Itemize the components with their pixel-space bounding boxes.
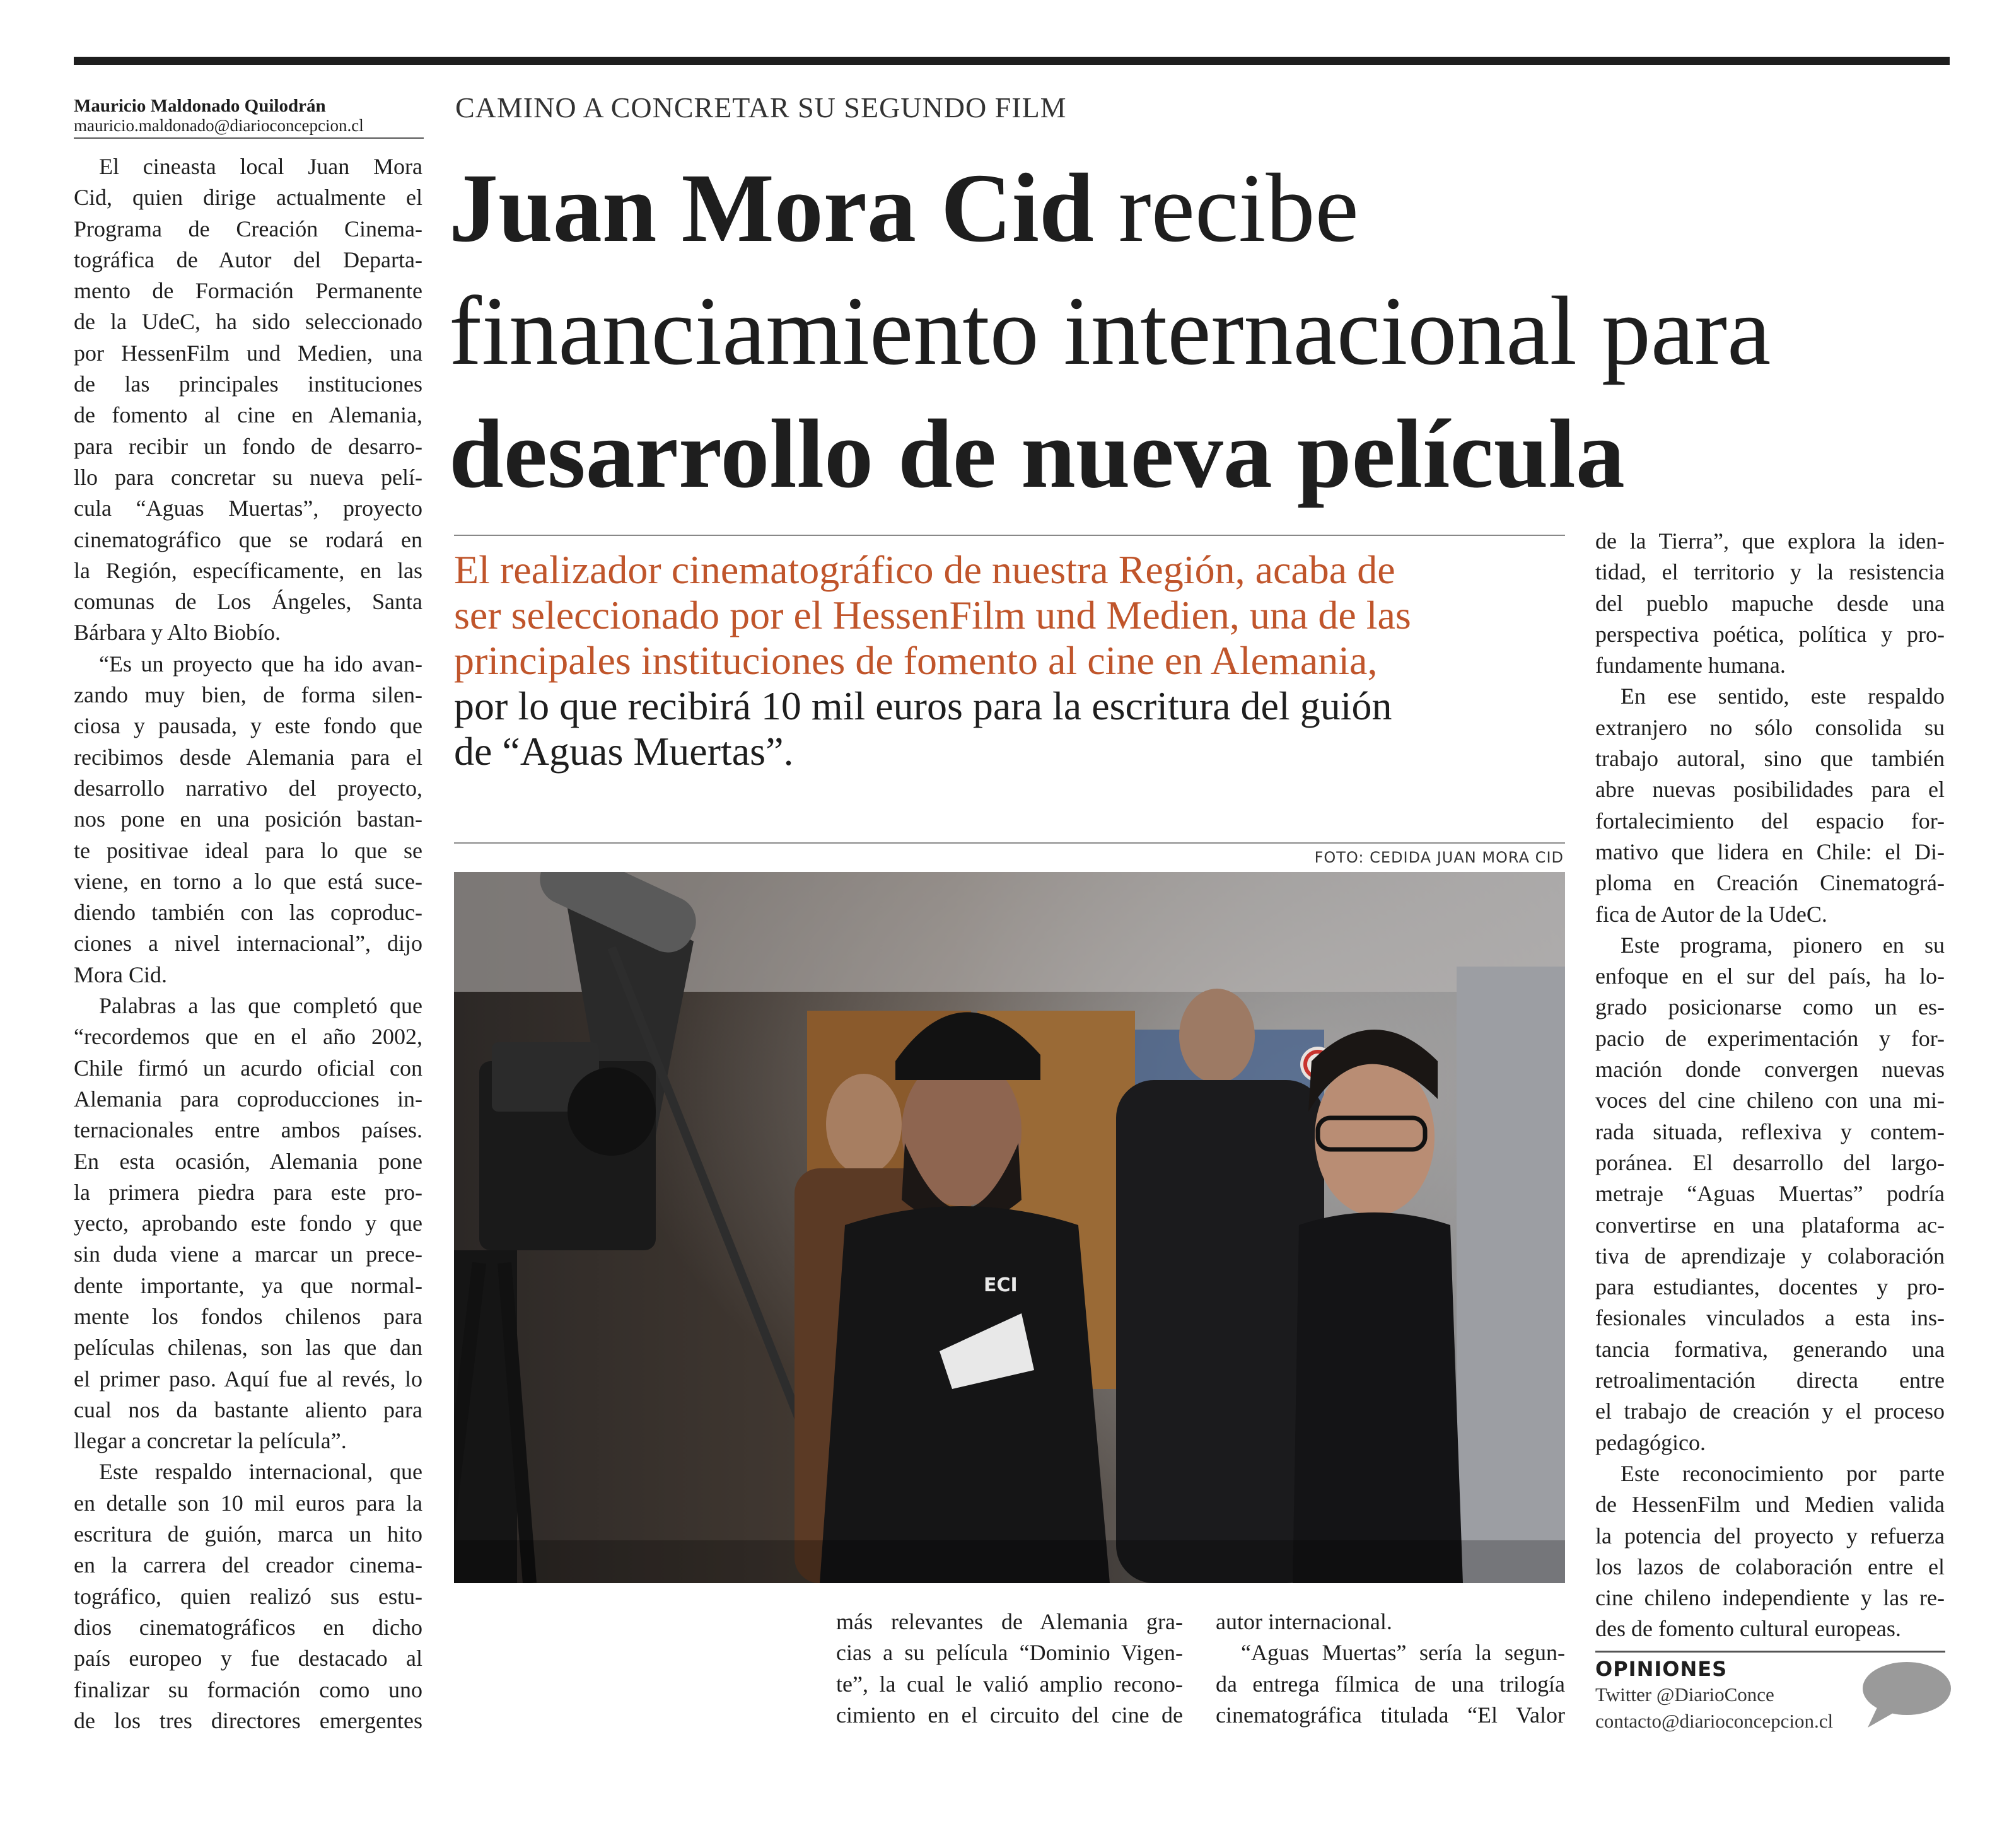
article-column-2	[836, 1607, 1183, 1731]
text-line: tancia formativa, generando una	[1595, 1336, 1945, 1362]
text-line: el primer paso. Aquí fue al revés, lo	[74, 1366, 422, 1392]
text-line: tográfica de Autor del Departa-	[74, 247, 422, 272]
text-line: da entrega fílmica de una trilogía	[1216, 1671, 1565, 1697]
top-rule	[74, 57, 1950, 65]
kicker: CAMINO A CONCRETAR SU SEGUNDO FILM	[455, 91, 1067, 124]
text-line: Este reconocimiento por parte	[1621, 1460, 1945, 1486]
shirt-logo-text: ECI	[984, 1274, 1018, 1296]
opiniones-email: contacto@diarioconcepcion.cl	[1595, 1710, 1834, 1732]
text-line: cine chileno independiente y las re-	[1595, 1585, 1945, 1611]
text-line: el trabajo de creación y el proceso	[1595, 1398, 1945, 1424]
text-line: la Región, específicamente, en las	[74, 557, 422, 583]
deck-line: principales instituciones de fomento al cine en Alemania,	[454, 638, 1378, 683]
text-line: de fomento al cine en Alemania,	[74, 402, 422, 428]
text-line: tiva de aprendizaje y colaboración	[1595, 1243, 1945, 1269]
text-line: llo para concretar su nueva pelí-	[74, 464, 422, 490]
text-line: yecto, aprobando este fondo y que	[74, 1211, 422, 1236]
text-line: Palabras a las que completó que	[99, 993, 422, 1019]
text-line: mento de Formación Permanente	[74, 278, 422, 304]
text-line: llegar a concretar la película”.	[74, 1428, 347, 1454]
text-line: voces del cine chileno con una mi-	[1595, 1088, 1945, 1113]
text-line: cinematográfica titulada “El Valor	[1216, 1702, 1565, 1728]
text-line: recibimos desde Alemania para el	[74, 744, 422, 770]
text-line: Alemania para coproducciones in-	[74, 1086, 422, 1112]
deck-bottom-rule	[454, 842, 1565, 844]
text-line: Este programa, pionero en su	[1621, 932, 1945, 958]
text-line: grado posicionarse como un es-	[1595, 994, 1945, 1020]
text-line: pedagógico.	[1595, 1429, 1706, 1455]
opiniones-title: OPINIONES	[1595, 1657, 1728, 1681]
text-line: ternacionales entre ambos países.	[74, 1117, 422, 1143]
text-line: ploma en Creación Cinematográ-	[1595, 870, 1945, 896]
text-line: sin duda viene a marcar un prece-	[74, 1241, 422, 1267]
text-line: te”, la cual le valió amplio recono-	[836, 1671, 1183, 1697]
deck-line: El realizador cinematográfico de nuestra Región, acaba de	[454, 547, 1395, 592]
text-line: En ese sentido, este respaldo	[1621, 683, 1945, 709]
deck-line: de “Aguas Muertas”.	[454, 729, 794, 774]
text-line: zando muy bien, de forma silen-	[74, 682, 422, 708]
text-line: ciones a nivel internacional”, dijo	[74, 931, 422, 956]
text-line: cinematográfico que se rodará en	[74, 526, 422, 552]
text-line: nos pone en una posición bastan-	[74, 806, 422, 832]
text-line: abre nuevas posibilidades para el	[1595, 777, 1945, 803]
text-line: extranjero no sólo consolida su	[1595, 714, 1945, 740]
article-column-1	[74, 151, 422, 1736]
text-line: dente importante, ya que normal-	[74, 1272, 422, 1298]
text-line: tográfico, quien realizó sus estu-	[74, 1583, 422, 1609]
byline-author: Mauricio Maldonado Quilodrán	[74, 96, 326, 116]
text-line: finalizar su formación como uno	[74, 1677, 422, 1702]
text-line: fundamente humana.	[1595, 653, 1786, 678]
text-line: de los tres directores emergentes	[74, 1707, 422, 1733]
text-line: El cineasta local Juan Mora	[99, 154, 422, 179]
text-line: Programa de Creación Cinema-	[74, 216, 422, 241]
deck-line: ser seleccionado por el HessenFilm und Medien, una de las	[454, 593, 1411, 637]
text-line: la primera piedra para este pro-	[74, 1179, 422, 1205]
text-line: “recordemos que en el año 2002,	[74, 1024, 422, 1050]
text-line: mación donde convergen nuevas	[1595, 1057, 1945, 1083]
text-line: “Es un proyecto que ha ido avan-	[99, 651, 422, 677]
text-line: fesionales vinculados a esta ins-	[1595, 1305, 1945, 1331]
article-photo	[454, 872, 1565, 1583]
text-line: pacio de experimentación y for-	[1595, 1025, 1945, 1051]
article-column-4	[1595, 526, 1945, 1645]
text-line: Chile firmó un acurdo oficial con	[74, 1055, 422, 1081]
text-line: de la Tierra”, que explora la iden-	[1595, 528, 1945, 554]
text-line: cual nos da bastante aliento para	[74, 1397, 422, 1422]
text-line: más relevantes de Alemania gra-	[836, 1609, 1183, 1634]
text-line: cimiento en el circuito del cine de	[836, 1702, 1183, 1728]
opiniones-rule	[1595, 1651, 1945, 1653]
text-line: en detalle son 10 mil euros para la	[74, 1490, 422, 1516]
text-line: en la carrera del creador cinema-	[74, 1552, 422, 1578]
text-line: los lazos de colaboración entre el	[1595, 1554, 1945, 1579]
text-line: enfoque en el sur del país, ha lo-	[1595, 963, 1945, 989]
text-line: poránea. El desarrollo del largo-	[1595, 1149, 1945, 1175]
text-line: te positivae ideal para lo que se	[74, 837, 422, 863]
text-line: ciosa y pausada, y este fondo que	[74, 713, 422, 739]
text-line: dios cinematográficos en dicho	[74, 1614, 422, 1640]
text-line: fortalecimiento del espacio for-	[1595, 808, 1945, 834]
text-line: país europeo y fue destacado al	[74, 1646, 422, 1671]
text-line: Este respaldo internacional, que	[99, 1459, 422, 1485]
text-line: Bárbara y Alto Biobío.	[74, 620, 281, 646]
text-line: para recibir un fondo de desarro-	[74, 433, 422, 459]
text-line: En esta ocasión, Alemania pone	[74, 1148, 422, 1174]
text-line: metraje “Aguas Muertas” podría	[1595, 1181, 1945, 1207]
text-line: Cid, quien dirige actualmente el	[74, 185, 422, 211]
text-line: mente los fondos chilenos para	[74, 1303, 422, 1329]
text-line: Mora Cid.	[74, 962, 167, 987]
photo-credit: FOTO: CEDIDA JUAN MORA CID	[1314, 849, 1564, 866]
article-column-3	[1216, 1607, 1565, 1731]
text-line: cias a su película “Dominio Vigen-	[836, 1640, 1183, 1666]
film-crew-photo	[454, 872, 1565, 1583]
byline-email: mauricio.maldonado@diarioconcepcion.cl	[74, 116, 364, 135]
headline-bold-name: Juan Mora Cid	[449, 153, 1094, 262]
text-line: cula “Aguas Muertas”, proyecto	[74, 496, 422, 521]
text-line: perspectiva poética, política y pro-	[1595, 621, 1945, 647]
headline-line-2: financiamiento internacional para	[449, 276, 1771, 385]
text-line: desarrollo narrativo del proyecto,	[74, 775, 422, 801]
text-line: trabajo autoral, sino que también	[1595, 746, 1945, 772]
text-line: por HessenFilm und Medien, una	[74, 340, 422, 366]
text-line: películas chilenas, son las que dan	[74, 1335, 422, 1361]
text-line: rada situada, reflexiva y contem-	[1595, 1119, 1945, 1144]
deck-line: por lo que recibirá 10 mil euros para la escritura del guión	[454, 683, 1392, 728]
text-line: “Aguas Muertas” sería la segun-	[1241, 1640, 1565, 1666]
deck	[454, 547, 1576, 774]
text-line: retroalimentación directa entre	[1595, 1368, 1945, 1393]
text-line: fica de Autor de la UdeC.	[1595, 901, 1827, 927]
text-line: convertirse en una plataforma ac-	[1595, 1212, 1945, 1238]
headline-line-1-rest: recibe	[1093, 153, 1359, 262]
text-line: para estudiantes, docentes y pro-	[1595, 1274, 1945, 1300]
speech-bubble-icon	[1859, 1659, 1952, 1730]
headline-line-3-bold: desarrollo de nueva película	[449, 399, 1625, 508]
text-line: de HessenFilm und Medien valida	[1595, 1492, 1945, 1518]
deck-top-rule	[454, 535, 1565, 536]
text-line: comunas de Los Ángeles, Santa	[74, 589, 422, 615]
text-line: escritura de guión, marca un hito	[74, 1521, 422, 1547]
text-line: mativo que lidera en Chile: el Di-	[1595, 839, 1945, 864]
text-line: la potencia del proyecto y refuerza	[1595, 1523, 1945, 1549]
byline-rule	[74, 137, 424, 139]
text-line: de las principales instituciones	[74, 371, 422, 397]
text-line: viene, en torno a lo que está suce-	[74, 868, 422, 894]
text-line: de la UdeC, ha sido seleccionado	[74, 309, 422, 335]
headline-line-3	[449, 392, 1962, 515]
text-line: des de fomento cultural europeas.	[1595, 1616, 1901, 1642]
opiniones-twitter: Twitter @DiarioConce	[1595, 1683, 1774, 1706]
headline	[449, 146, 1962, 515]
text-line: tidad, el territorio y la resistencia	[1595, 559, 1945, 585]
text-line: del pueblo mapuche desde una	[1595, 590, 1945, 616]
text-line: autor internacional.	[1216, 1609, 1392, 1634]
headline-line-1	[449, 146, 1962, 269]
text-line: diendo también con las coproduc-	[74, 900, 422, 926]
